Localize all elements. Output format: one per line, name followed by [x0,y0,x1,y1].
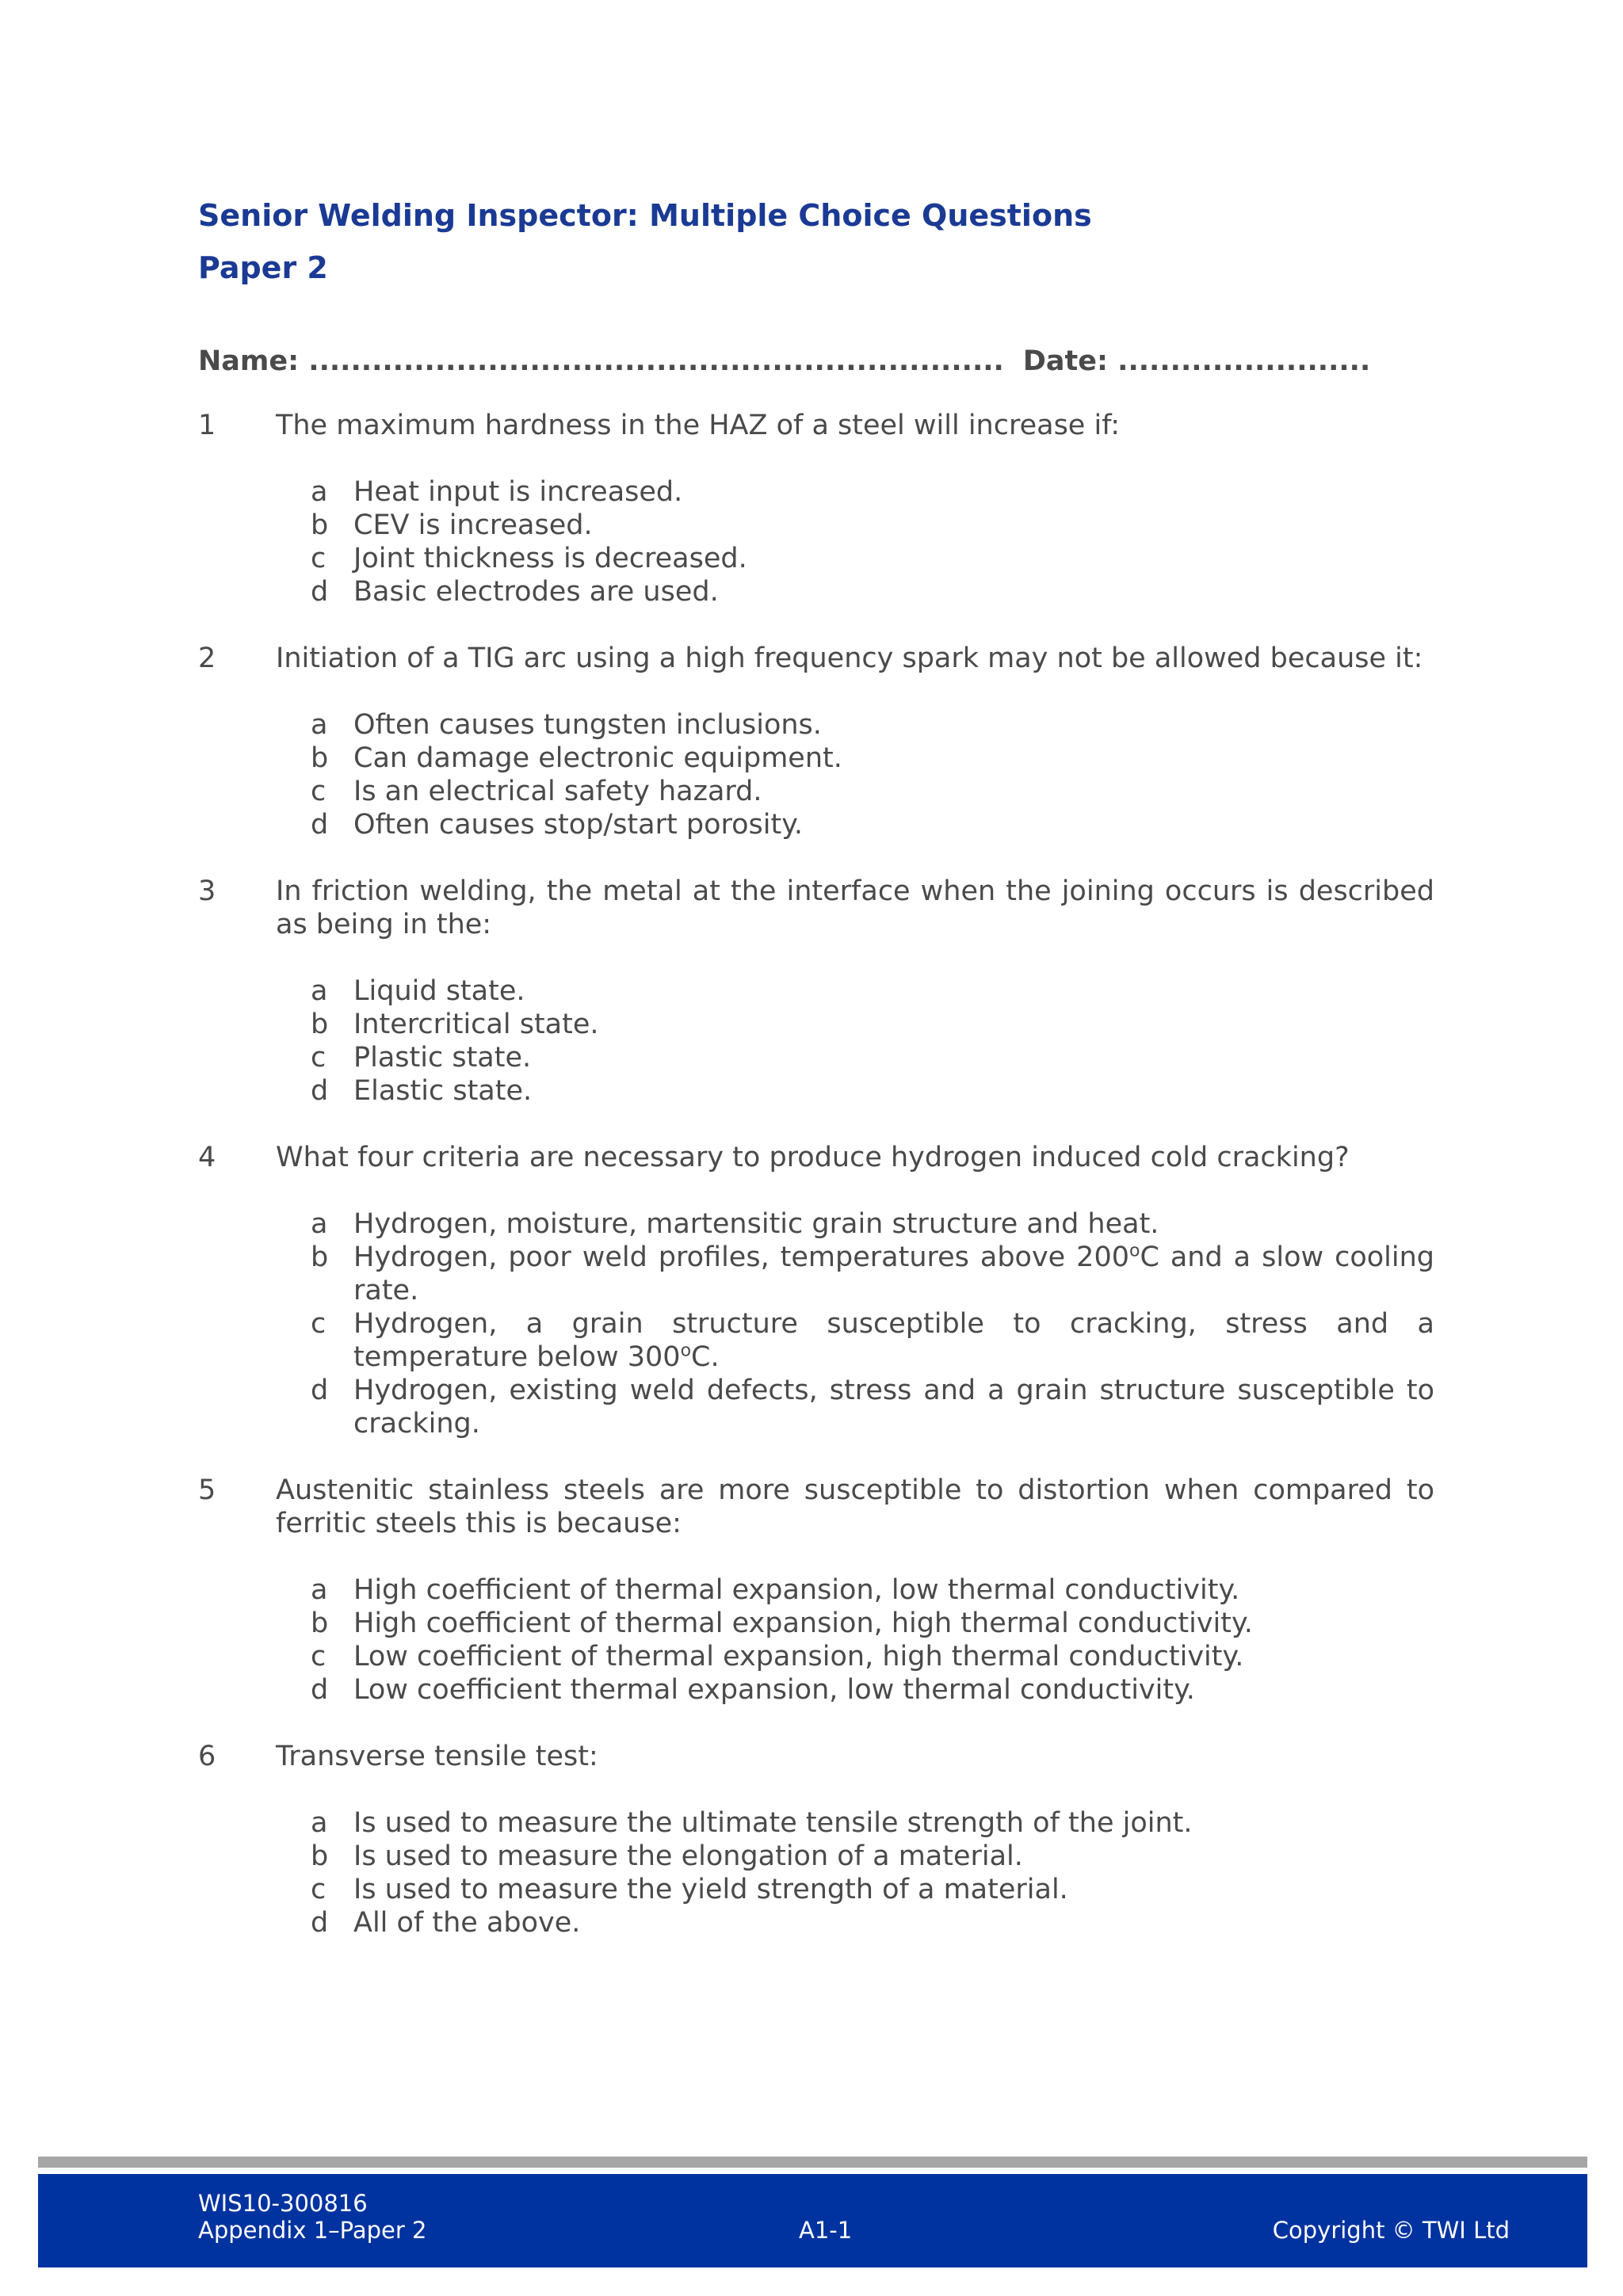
option-text [353,1008,1434,1041]
answer-option-d [311,575,1434,608]
name-field-label: Name: .................................................................. [198,345,1004,377]
option-text [353,1573,1434,1607]
question-row [198,642,1434,675]
answer-options [311,1573,1434,1707]
option-text [353,1041,1434,1074]
question-5 [198,1474,1434,1707]
option-letter: b [311,1608,329,1639]
option-text [353,1673,1434,1707]
option-text [353,1640,1434,1673]
option-letter: c [311,776,327,807]
option-letter: c [311,1874,327,1905]
option-text-main: Often causes tungsten inclusions. [353,709,822,741]
document-page [198,195,1434,1973]
option-text [353,1307,1434,1374]
question-text: Initiation of a TIG arc using a high frequency spark may not be allowed because it: [276,643,1423,674]
option-letter: d [311,809,329,841]
footer-divider [38,2157,1587,2168]
option-text-tail: C and a slow cooling rate. [353,1241,1434,1306]
question-row [198,875,1434,941]
option-text-main: Low coefficient thermal expansion, low thermal conductivity. [353,1674,1195,1706]
answer-option-c [311,1307,1434,1374]
option-letter: b [311,509,329,541]
option-letter: c [311,1641,327,1672]
question-number: 2 [198,643,216,674]
degree-superscript: o [680,1341,692,1361]
option-text-main: All of the above. [353,1907,581,1939]
answer-option-b [311,742,1434,775]
question-list [198,409,1434,1939]
option-letter: d [311,576,329,608]
option-letter: d [311,1674,329,1706]
footer-page-number: A1-1 [799,2217,853,2244]
option-letter: a [311,1574,328,1606]
option-letter: b [311,1009,329,1040]
option-text [353,1840,1434,1873]
answer-option-b [311,509,1434,542]
answer-option-d [311,1074,1434,1108]
option-text-main: Heat input is increased. [353,476,683,508]
option-letter: d [311,1075,329,1107]
option-text [353,475,1434,509]
answer-option-c [311,1873,1434,1906]
answer-option-a [311,1207,1434,1241]
option-letter: b [311,1840,329,1872]
answer-option-b [311,1607,1434,1640]
footer-left [198,2190,426,2244]
option-text-main: Joint thickness is decreased. [353,543,747,574]
footer-section: Appendix 1–Paper 2 [198,2217,427,2244]
page-footer [38,2174,1587,2267]
option-text-main: Hydrogen, poor weld profiles, temperatures above 200 [353,1241,1129,1273]
option-text [353,1241,1434,1307]
option-text-tail: C. [691,1341,720,1373]
footer-copyright: Copyright © TWI Ltd [1272,2217,1510,2244]
answer-option-c [311,1640,1434,1673]
option-text-main: High coefficient of thermal expansion, low thermal conductivity. [353,1574,1240,1606]
question-text: In friction welding, the metal at the interface when the joining occurs is described as being in the: [276,875,1434,940]
answer-option-d [311,1374,1434,1440]
answer-options [311,475,1434,608]
question-row [198,1740,1434,1773]
option-text [353,1374,1434,1440]
answer-options [311,974,1434,1108]
answer-option-c [311,1041,1434,1074]
option-text-main: Is used to measure the ultimate tensile strength of the joint. [353,1807,1193,1839]
option-text-main: Hydrogen, a grain structure susceptible to cracking, stress and a temperature below 300 [353,1308,1434,1373]
option-text [353,808,1434,841]
answer-options [311,708,1434,841]
option-letter: a [311,1807,328,1839]
option-text [353,775,1434,808]
question-text: Austenitic stainless steels are more susceptible to distortion when compared to ferritic steels this is because: [276,1474,1434,1539]
option-text-main: Is used to measure the elongation of a material. [353,1840,1023,1872]
answer-option-a [311,1806,1434,1840]
option-letter: a [311,1208,328,1240]
option-letter: c [311,1042,327,1074]
answer-option-c [311,775,1434,808]
option-text-main: Is an electrical safety hazard. [353,776,762,807]
option-letter: b [311,1241,329,1273]
question-row [198,1474,1434,1540]
option-text [353,1806,1434,1840]
degree-superscript: o [1128,1241,1140,1261]
question-number: 6 [198,1741,216,1772]
document-title: Senior Welding Inspector: Multiple Choice Questions [198,198,1092,233]
question-number: 5 [198,1474,216,1506]
question-row [198,409,1434,442]
option-text-main: Intercritical state. [353,1009,599,1040]
footer-doc-code: WIS10-300816 [198,2190,368,2217]
option-text [353,1873,1434,1906]
answer-option-d [311,1906,1434,1939]
option-text [353,1074,1434,1108]
option-text-main: Hydrogen, moisture, martensitic grain structure and heat. [353,1208,1159,1240]
question-text: The maximum hardness in the HAZ of a steel will increase if: [276,410,1121,441]
question-1 [198,409,1434,608]
question-text: What four criteria are necessary to produce hydrogen induced cold cracking? [276,1142,1350,1173]
option-text [353,1607,1434,1640]
option-text-main: Is used to measure the yield strength of a material. [353,1874,1068,1905]
option-text [353,542,1434,575]
question-row [198,1141,1434,1174]
answer-options [311,1207,1434,1440]
option-text [353,1207,1434,1241]
answer-option-a [311,974,1434,1008]
option-letter: c [311,1308,327,1340]
name-date-line [198,342,1434,380]
option-text-main: Liquid state. [353,975,525,1007]
question-text: Transverse tensile test: [276,1741,598,1772]
option-letter: a [311,975,328,1007]
option-text-main: CEV is increased. [353,509,593,541]
answer-option-a [311,708,1434,742]
option-text [353,1906,1434,1939]
option-letter: a [311,476,328,508]
answer-option-d [311,1673,1434,1707]
answer-option-c [311,542,1434,575]
option-text [353,742,1434,775]
option-text-main: Often causes stop/start porosity. [353,809,804,841]
answer-option-d [311,808,1434,841]
option-letter: d [311,1907,329,1939]
option-text [353,974,1434,1008]
question-number: 3 [198,875,216,907]
question-4 [198,1141,1434,1440]
answer-option-b [311,1840,1434,1873]
answer-options [311,1806,1434,1939]
answer-option-b [311,1241,1434,1307]
option-letter: b [311,742,329,774]
question-number: 1 [198,410,216,441]
option-text [353,708,1434,742]
question-2 [198,642,1434,841]
option-text [353,575,1434,608]
option-text-main: Basic electrodes are used. [353,576,719,608]
option-text-main: High coefficient of thermal expansion, high thermal conductivity. [353,1608,1253,1639]
answer-option-a [311,475,1434,509]
option-text-main: Plastic state. [353,1042,532,1074]
option-text-main: Can damage electronic equipment. [353,742,842,774]
option-text-main: Low coefficient of thermal expansion, high thermal conductivity. [353,1641,1244,1672]
question-6 [198,1740,1434,1939]
option-letter: c [311,543,327,574]
option-letter: a [311,709,328,741]
option-letter: d [311,1375,329,1406]
question-number: 4 [198,1142,216,1173]
document-subtitle: Paper 2 [198,250,328,285]
answer-option-a [311,1573,1434,1607]
answer-option-b [311,1008,1434,1041]
option-text [353,509,1434,542]
option-text-main: Hydrogen, existing weld defects, stress and a grain structure susceptible to cracking. [353,1375,1434,1440]
question-3 [198,875,1434,1108]
option-text-main: Elastic state. [353,1075,533,1107]
date-field-label: Date: ........................ [1022,345,1371,377]
